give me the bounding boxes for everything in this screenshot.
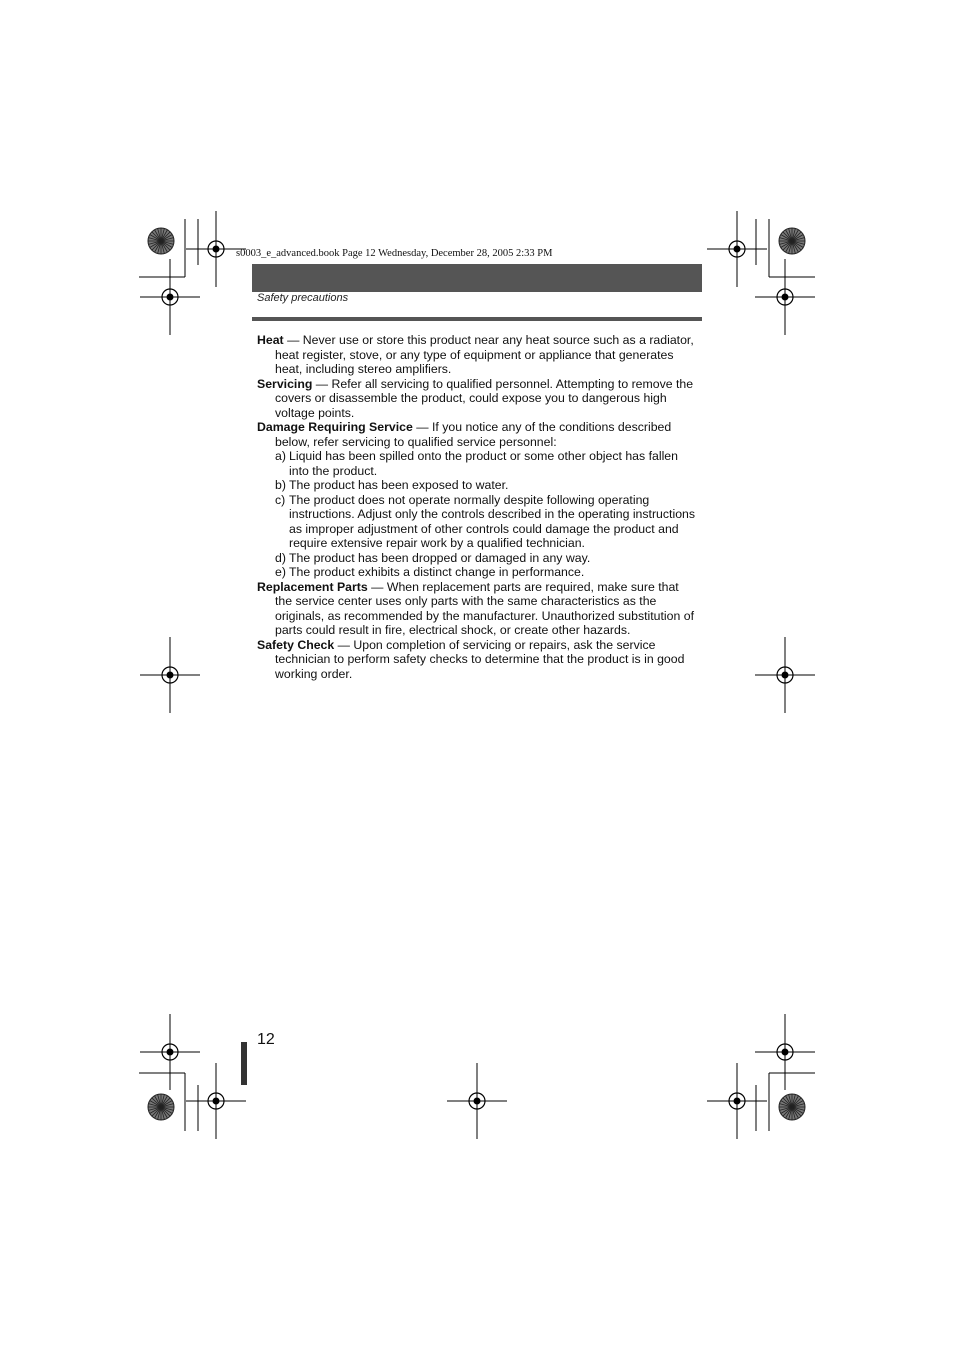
entry-damage-requiring-service	[257, 420, 699, 449]
list-item-text: The product has been exposed to water.	[289, 478, 509, 492]
entry-replacement-parts	[257, 580, 699, 638]
registration-mark-dot	[474, 1098, 481, 1105]
header-rule	[252, 317, 702, 321]
section-title: Safety precautions	[257, 292, 349, 304]
page-number: 12	[257, 1031, 275, 1048]
entry-safety-check	[257, 638, 699, 682]
registration-mark-dot	[167, 294, 174, 301]
list-item	[275, 449, 699, 478]
entry-servicing	[257, 377, 699, 421]
list-item-text: Liquid has been spilled onto the product or some other object has fallen into the product.	[289, 449, 678, 478]
header-band	[252, 264, 702, 292]
entry-text: — Upon completion of servicing or repairs, ask the service technician to perform safety checks to determine that the product is in good working order.	[275, 637, 685, 681]
list-item	[275, 493, 699, 551]
registration-mark-dot	[734, 246, 741, 253]
registration-mark-dot	[734, 1098, 741, 1105]
list-item-text: The product exhibits a distinct change in performance.	[289, 565, 585, 579]
list-item-text: The product does not operate normally despite following operating instructions. Adjust only the controls described in the operating instructions as improper adjustment of other controls could damage the product and require extensive repair work by a qualified technician.	[289, 492, 696, 550]
registration-mark-dot	[782, 294, 789, 301]
safety-content	[257, 333, 699, 681]
registration-mark-dot	[167, 1049, 174, 1056]
registration-mark-dot	[782, 672, 789, 679]
registration-mark-dot	[213, 246, 220, 253]
registration-mark-dot	[167, 672, 174, 679]
list-item-text: The product has been dropped or damaged in any way.	[289, 550, 591, 565]
list-item-label: d)	[275, 550, 286, 565]
entry-text: — If you notice any of the conditions described below, refer servicing to qualified service personnel:	[275, 420, 672, 449]
registration-mark-dot	[213, 1098, 220, 1105]
book-file-info: s0003_e_advanced.book Page 12 Wednesday, December 28, 2005 2:33 PM	[236, 248, 553, 259]
page-number-bar	[241, 1042, 247, 1085]
entry-text: — When replacement parts are required, make sure that the service center uses only parts with the same characteristics as the originals, as recommended by the manufacturer. Unauthorized substitution of parts could result in fire, electrical shock, or create other hazards.	[275, 579, 695, 637]
list-item	[275, 551, 699, 566]
entry-heat	[257, 333, 699, 377]
entry-text: — Refer all servicing to qualified personnel. Attempting to remove the covers or disassemble the product, could expose you to dangerous high voltage points.	[275, 376, 694, 420]
entry-term: Replacement Parts	[257, 579, 368, 594]
entry-term: Damage Requiring Service	[257, 420, 413, 434]
entry-term: Safety Check	[257, 637, 335, 652]
registration-mark-dot	[782, 1049, 789, 1056]
list-item-label: c)	[275, 492, 286, 507]
entry-term: Heat	[257, 333, 284, 347]
list-item-label: b)	[275, 478, 286, 492]
list-item	[275, 565, 699, 580]
list-item	[275, 478, 699, 493]
list-item-label: e)	[275, 565, 286, 579]
entry-text: — Never use or store this product near any heat source such as a radiator, heat register, stove, or any type of equipment or appliance that generates heat, including stereo amplifiers.	[275, 333, 694, 376]
list-item-label: a)	[275, 449, 286, 463]
entry-term: Servicing	[257, 376, 313, 391]
